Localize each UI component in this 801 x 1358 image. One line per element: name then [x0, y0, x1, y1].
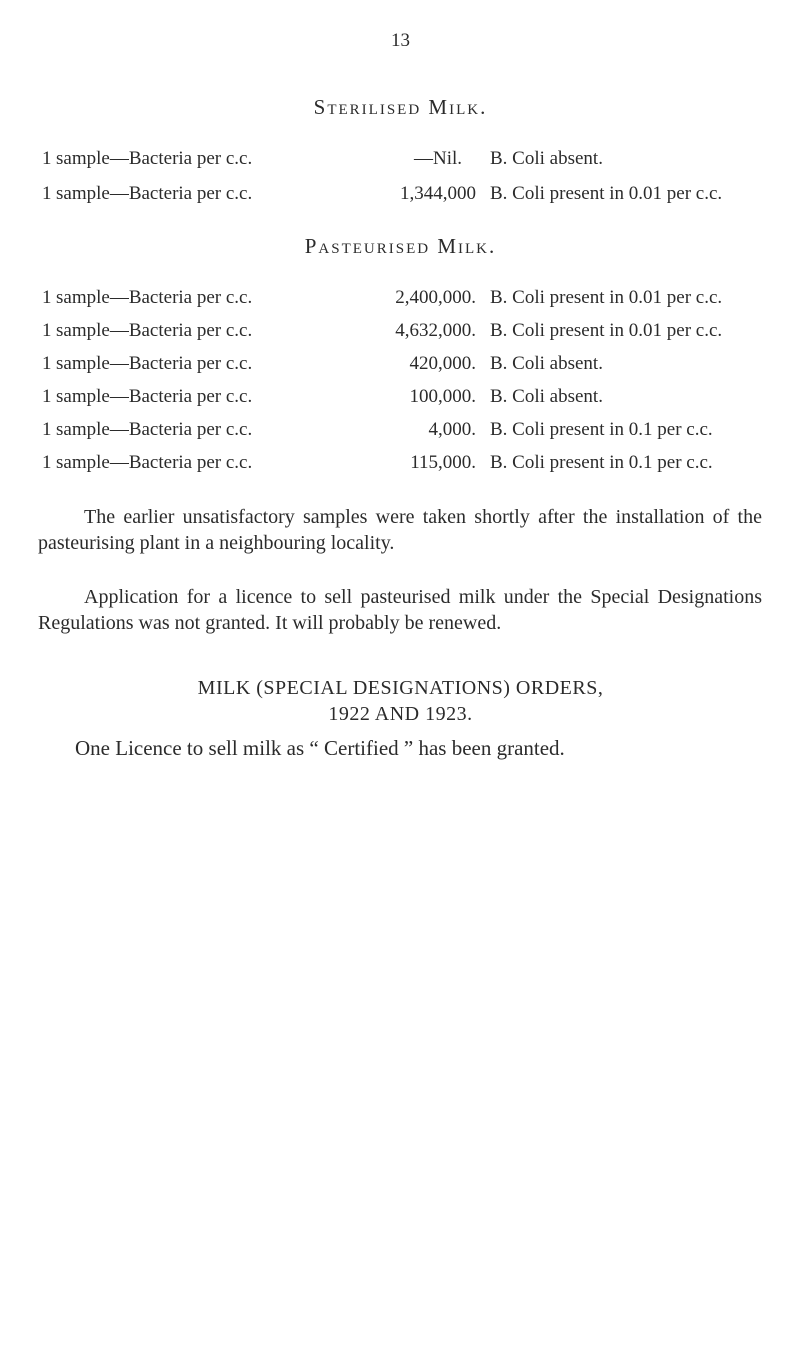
pasteurised-row	[0, 452, 801, 476]
coli-result: B. Coli present in 0.1 per c.c.	[490, 419, 713, 440]
coli-result: B. Coli present in 0.1 per c.c.	[490, 452, 713, 473]
pasteurised-row	[0, 353, 801, 377]
sample-label: 1 sample—Bacteria per c.c.	[42, 287, 253, 308]
orders-heading-line2: 1922 AND 1923.	[328, 703, 473, 725]
pasteurised-row	[0, 320, 801, 344]
coli-result: B. Coli absent.	[490, 386, 603, 407]
pasteurised-row	[0, 419, 801, 443]
bacteria-count: 115,000.	[410, 452, 476, 473]
bacteria-count: —Nil.	[414, 148, 463, 169]
bacteria-count: 1,344,000	[400, 183, 476, 204]
sterilised-row	[0, 148, 801, 172]
pasteurised-milk-heading: Pasteurised Milk.	[304, 234, 497, 258]
sample-label: 1 sample—Bacteria per c.c.	[42, 353, 253, 374]
bacteria-count: 100,000.	[409, 386, 476, 407]
page-number: 13	[391, 30, 410, 51]
sample-label: 1 sample—Bacteria per c.c.	[42, 452, 253, 473]
coli-result: B. Coli absent.	[490, 148, 603, 169]
bacteria-count: 420,000.	[409, 353, 476, 374]
sterilised-milk-heading: Sterilised Milk.	[313, 95, 488, 119]
paragraph-licence-application: Application for a licence to sell pasteurised milk under the Special Designations Regulations was not granted. It will probably be renewed.	[38, 586, 762, 634]
sample-label: 1 sample—Bacteria per c.c.	[42, 320, 253, 341]
sample-label: 1 sample—Bacteria per c.c.	[42, 386, 253, 407]
bacteria-count: 4,632,000.	[395, 320, 476, 341]
coli-result: B. Coli present in 0.01 per c.c.	[490, 287, 723, 308]
coli-result: B. Coli present in 0.01 per c.c.	[490, 183, 723, 204]
coli-result: B. Coli present in 0.01 per c.c.	[490, 320, 723, 341]
sample-label: 1 sample—Bacteria per c.c.	[42, 419, 253, 440]
certified-licence-statement: One Licence to sell milk as “ Certified ” has been granted.	[75, 736, 565, 760]
coli-result: B. Coli absent.	[490, 353, 603, 374]
pasteurised-row	[0, 287, 801, 311]
bacteria-count: 4,000.	[428, 419, 476, 440]
bacteria-count: 2,400,000.	[395, 287, 476, 308]
paragraph-unsatisfactory-samples: The earlier unsatisfactory samples were taken shortly after the installation of the pasteurising plant in a neighbouring locality.	[38, 506, 762, 554]
sterilised-row	[0, 183, 801, 207]
pasteurised-row	[0, 386, 801, 410]
orders-heading-line1: MILK (SPECIAL DESIGNATIONS) ORDERS,	[197, 677, 604, 699]
sample-label: 1 sample—Bacteria per c.c.	[42, 148, 253, 169]
sample-label: 1 sample—Bacteria per c.c.	[42, 183, 253, 204]
